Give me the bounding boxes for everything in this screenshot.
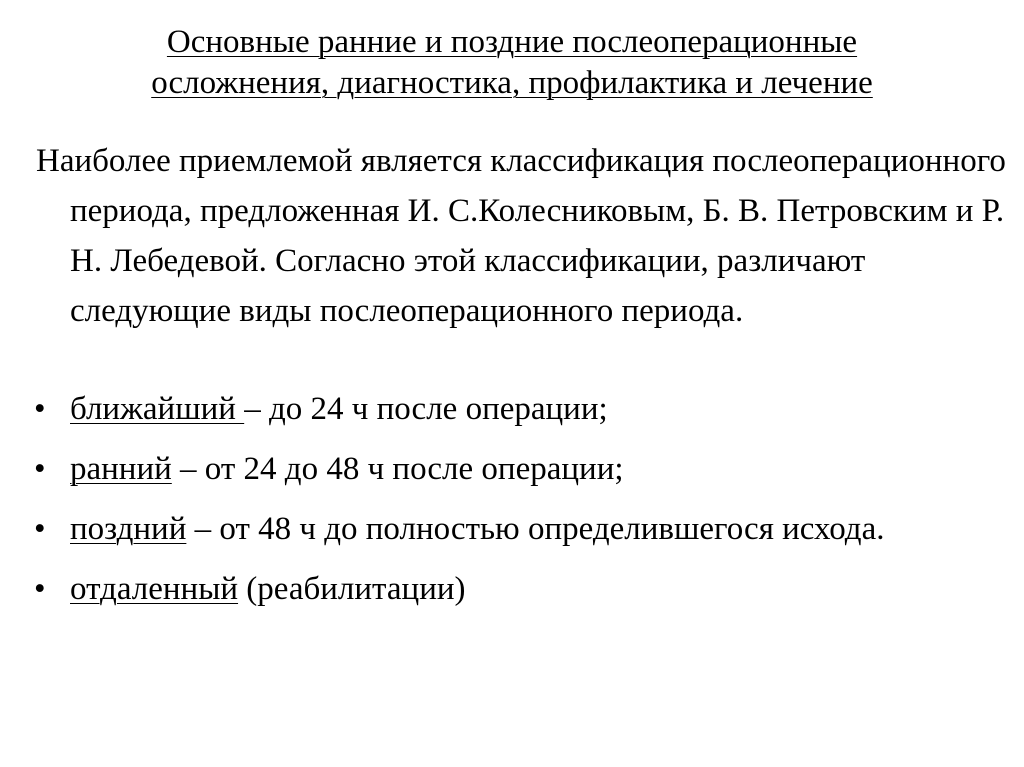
bullet-icon: • xyxy=(34,391,46,427)
period-term: ранний xyxy=(70,451,172,487)
period-description: – до 24 ч после операции; xyxy=(244,391,608,427)
period-list xyxy=(30,386,996,626)
list-item xyxy=(30,506,996,552)
list-item xyxy=(30,446,996,492)
bullet-icon: • xyxy=(34,571,46,607)
bullet-icon: • xyxy=(34,451,46,487)
period-term: отдаленный xyxy=(70,571,239,607)
slide-title-line-1: Основные ранние и поздние послеоперационные xyxy=(166,24,858,60)
list-item xyxy=(30,566,996,612)
intro-paragraph: Наиболее приемлемой является классификация послеоперационного периода, предложенная И. С.Колесниковым, Б. В. Петровским и Р. Н. Лебедевой. Согласно этой классификации, различают следующие виды послеоперационного периода. xyxy=(36,143,1006,329)
slide-title xyxy=(40,22,984,104)
period-description: – от 24 до 48 ч после операции; xyxy=(171,451,624,487)
period-term: ближайший xyxy=(70,391,245,427)
slide-title-line-2: осложнения, диагностика, профилактика и лечение xyxy=(151,65,873,101)
bullet-icon: • xyxy=(34,511,46,547)
list-item xyxy=(30,386,996,432)
period-term: поздний xyxy=(70,511,187,547)
period-description: – от 48 ч до полностью определившегося исхода. xyxy=(186,511,885,547)
period-description: (реабилитации) xyxy=(238,571,466,607)
